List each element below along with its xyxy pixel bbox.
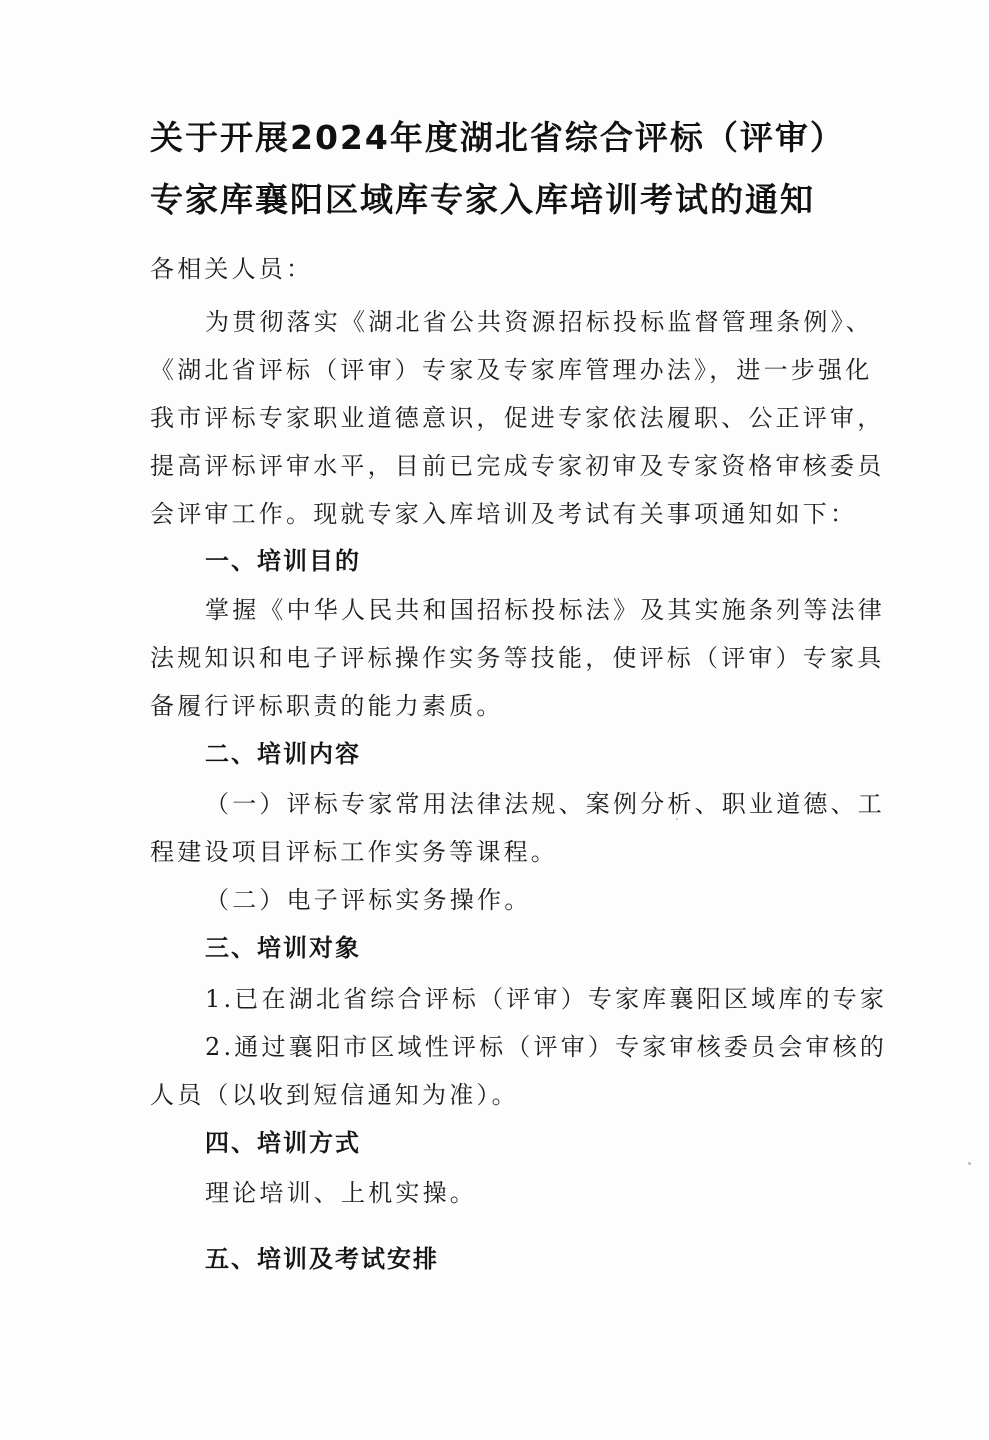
section-2-body-line: 程建设项目评标工作实务等课程。 [150,838,558,866]
section-1-body-line: 法规知识和电子评标操作实务等技能，使评标（评审）专家具 [150,644,885,672]
section-2-body-line: （一）评标专家常用法律法规、案例分析、职业道德、工 [205,790,885,818]
section-5-heading: 五、培训及考试安排 [205,1245,439,1273]
document-title-line-1: 关于开展2024年度湖北省综合评标（评审） [150,118,845,157]
salutation: 各相关人员： [150,255,314,283]
intro-line: 会评审工作。现就专家入库培训及考试有关事项通知如下： [150,500,858,528]
intro-line: 我市评标专家职业道德意识，促进专家依法履职、公正评审， [150,404,885,432]
section-2-body-line: （二）电子评标实务操作。 [205,886,532,914]
scan-speck [676,818,678,820]
section-2-heading: 二、培训内容 [205,740,361,768]
document-title-line-2: 专家库襄阳区域库专家入库培训考试的通知 [150,180,815,219]
section-4-body-line: 理论培训、上机实操。 [205,1179,477,1207]
intro-line: 为贯彻落实《湖北省公共资源招标投标监督管理条例》、 [205,308,873,336]
section-1-heading: 一、培训目的 [205,547,361,575]
scan-speck [968,1162,971,1165]
section-3-heading: 三、培训对象 [205,934,361,962]
intro-line: 提高评标评审水平，目前已完成专家初审及专家资格审核委员 [150,452,885,480]
section-3-body-line: 人员（以收到短信通知为准）。 [150,1081,519,1109]
section-1-body-line: 备履行评标职责的能力素质。 [150,692,504,720]
intro-line: 《湖北省评标（评审）专家及专家库管理办法》，进一步强化 [150,356,873,384]
section-4-heading: 四、培训方式 [205,1129,361,1157]
section-3-body-line: 2.通过襄阳市区域性评标（评审）专家审核委员会审核的 [205,1033,888,1061]
section-3-body-line: 1.已在湖北省综合评标（评审）专家库襄阳区域库的专家 [205,985,888,1013]
section-1-body-line: 掌握《中华人民共和国招标投标法》及其实施条列等法律 [205,596,885,624]
